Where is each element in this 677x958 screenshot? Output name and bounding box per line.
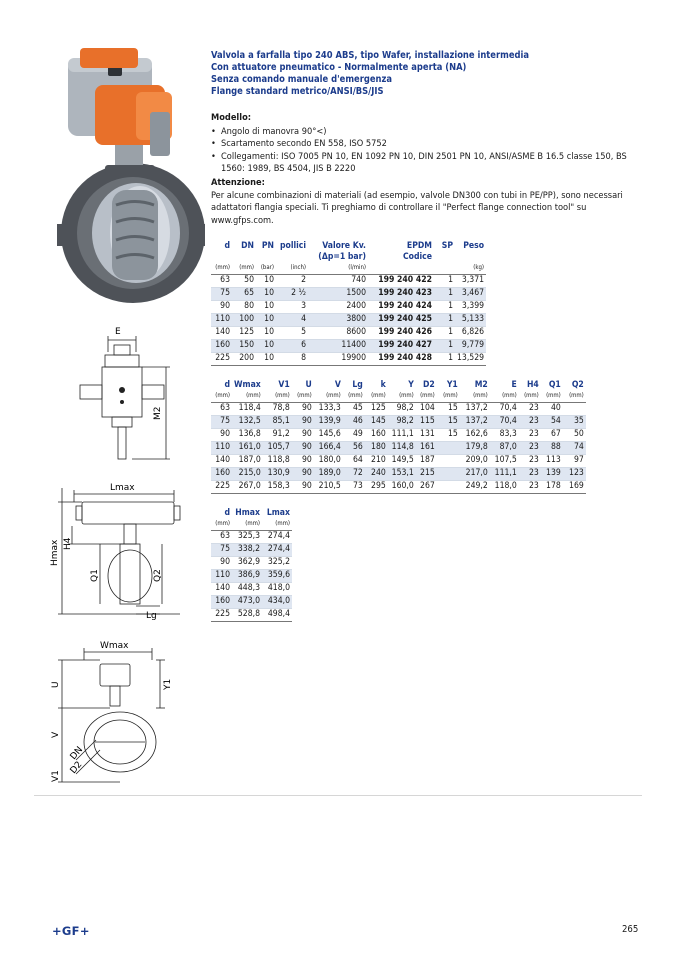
table-cell: 10 [256,352,276,365]
col-unit: (mm) [437,391,460,403]
table-cell: 3,399 [455,300,486,313]
col-header: Q1 [548,379,561,390]
col-header: V1 [278,379,290,390]
table-row [211,595,292,608]
col-header: k [380,379,386,390]
heading-line: Con attuatore pneumatico - Normalmente aperta (NA) [211,62,467,73]
model-bullet: • Scartamento secondo EN 558, ISO 5752 [211,138,641,150]
table-row [211,582,292,595]
table-cell: 4 [276,313,308,326]
table-cell: 23 [519,415,541,428]
table-cell: 140 [211,582,232,595]
table-row [211,313,486,326]
col-header: U [305,379,312,390]
table-cell: 78,8 [263,402,292,415]
col-unit: (mm) [365,391,388,403]
table-cell: 50 [563,428,586,441]
table-cell: 10 [256,274,276,287]
table-cell: 189,0 [314,467,343,480]
table-cell: 187 [416,454,437,467]
label-q2: Q2 [153,569,163,582]
table-cell: 90 [292,415,314,428]
product-photo [0,0,205,335]
table-cell: 113 [541,454,563,467]
table-cell: 3800 [308,313,368,326]
table-cell: 110 [211,313,232,326]
col-header: E [511,379,517,390]
footer-divider [34,795,642,796]
col-unit: (mm) [563,391,586,403]
table-cell: 160 [211,339,232,352]
label-v1: V1 [51,770,61,782]
table-cell: 111,1 [388,428,416,441]
label-h4: H4 [63,537,73,550]
table-cell: 1 [434,313,455,326]
table-cell: 15 [437,428,460,441]
label-m2: M2 [153,406,163,420]
table-cell: 359,6 [262,569,292,582]
table-cell: 111,1 [490,467,519,480]
table-cell: 75 [211,543,232,556]
table-cell: 9,779 [455,339,486,352]
col-unit: (mm) [460,391,490,403]
table-cell: 3 [276,300,308,313]
table-cell: 161 [416,441,437,454]
table-cell: 73 [343,480,365,493]
table-cell: 131 [416,428,437,441]
table-cell: 200 [232,352,256,365]
table-cell: 209,0 [460,454,490,467]
table-cell: 63 [211,530,232,543]
table-cell: 115 [416,415,437,428]
drawing-flange-view [0,640,205,790]
label-q1: Q1 [90,569,100,582]
table-cell: 1 [434,274,455,287]
table-cell: 75 [211,287,232,300]
table-cell: 118,8 [263,454,292,467]
label-e: E [115,327,121,337]
table-cell: 80 [232,300,256,313]
table-cell: 49 [343,428,365,441]
table-cell [563,402,586,415]
col-unit: (bar) [256,263,276,275]
table-cell: 180 [365,441,388,454]
col-unit: (mm) [263,391,292,403]
table-cell: 10 [256,339,276,352]
table-cell: 225 [211,480,232,493]
table-cell: 136,8 [232,428,263,441]
table-cell: 325,3 [232,530,262,543]
table-cell: 65 [232,287,256,300]
heading-line: Senza comando manuale d'emergenza [211,74,392,85]
table-cell: 199 240 422 [368,274,434,287]
model-bullets [211,126,641,175]
col-unit: (mm) [232,263,256,275]
table-cell: 1500 [308,287,368,300]
table-cell: 5,133 [455,313,486,326]
col-header: Lg [352,379,363,390]
table-cell: 199 240 424 [368,300,434,313]
model-title: Modello: [211,112,252,123]
table-cell: 199 240 428 [368,352,434,365]
col-header: Valore Kv. [322,240,366,251]
table-cell: 498,4 [262,608,292,621]
table-cell: 90 [292,467,314,480]
table-cell: 74 [563,441,586,454]
model-bullet: • Angolo di manovra 90°<) [211,126,641,138]
table-cell: 149,5 [388,454,416,467]
table-cell: 133,3 [314,402,343,415]
table-cell: 54 [541,415,563,428]
table-cell: 139,9 [314,415,343,428]
table-row [211,556,292,569]
table-cell: 10 [256,326,276,339]
col-unit: (mm) [343,391,365,403]
table-cell: 473,0 [232,595,262,608]
table-cell: 169 [563,480,586,493]
table-cell: 267,0 [232,480,263,493]
table-cell [437,480,460,493]
col-unit: (mm) [262,519,292,531]
col-unit: (mm) [541,391,563,403]
table-cell: 740 [308,274,368,287]
col-header: M2 [474,379,488,390]
table-cell: 160,0 [388,480,416,493]
col-header: Y1 [446,379,458,390]
col-header-sub: (Δp=1 bar) [318,251,366,262]
table-cell: 158,3 [263,480,292,493]
table-cell: 178 [541,480,563,493]
col-unit: (inch) [276,263,308,275]
table-cell: 70,4 [490,415,519,428]
table-cell: 199 240 427 [368,339,434,352]
col-header: DN [241,240,254,251]
label-lg: Lg [146,611,157,621]
table-cell: 162,6 [460,428,490,441]
table-cell: 166,4 [314,441,343,454]
label-u: U [51,681,61,688]
table-cell: 104 [416,402,437,415]
table-row [211,467,586,480]
table-actuator-dimensions [211,508,292,622]
drawings-column [0,0,205,958]
table-cell: 114,8 [388,441,416,454]
label-v: V [51,731,61,738]
table-cell: 10 [256,300,276,313]
table-cell: 63 [211,274,232,287]
table-cell: 100 [232,313,256,326]
col-header: d [224,379,230,390]
table-cell: 70,4 [490,402,519,415]
table-cell: 386,9 [232,569,262,582]
table-cell: 150 [232,339,256,352]
table-cell: 63 [211,402,232,415]
table-cell: 8 [276,352,308,365]
label-wmax: Wmax [100,641,129,651]
table-row [211,274,486,287]
col-unit: (mm) [232,519,262,531]
drawing-front-view [0,482,205,622]
table-cell: 110 [211,569,232,582]
table-cell: 90 [292,454,314,467]
col-unit: (kg) [455,263,486,275]
table-cell: 35 [563,415,586,428]
col-header-sub: Codice [403,251,432,262]
table-cell: 123 [563,467,586,480]
heading-line: Valvola a farfalla tipo 240 ABS, tipo Wafer, installazione intermedia [211,50,529,61]
table-cell: 1 [434,352,455,365]
table-cell: 6 [276,339,308,352]
table-cell: 83,3 [490,428,519,441]
table-cell: 90 [292,428,314,441]
table-cell: 90 [292,480,314,493]
table-cell: 15 [437,402,460,415]
col-header: d [224,240,230,251]
heading-line: Flange standard metrico/ANSI/BS/JIS [211,86,384,97]
col-header: D2 [422,379,435,390]
table-row [211,402,586,415]
table-cell: 225 [211,352,232,365]
table-cell: 110 [211,441,232,454]
col-header: Q2 [571,379,584,390]
table-row [211,352,486,365]
col-unit: (mm) [211,391,232,403]
col-header: d [224,507,230,518]
table-cell: 210,5 [314,480,343,493]
table-cell: 215,0 [232,467,263,480]
table-cell: 98,2 [388,402,416,415]
table-cell: 217,0 [460,467,490,480]
table-cell: 325,2 [262,556,292,569]
table-cell: 199 240 425 [368,313,434,326]
table-cell: 90 [292,441,314,454]
drawing-side-view [0,320,205,480]
col-unit: (mm) [232,391,263,403]
table-cell: 118,4 [232,402,263,415]
col-unit: (mm) [388,391,416,403]
col-unit: (mm) [211,519,232,531]
table-cell: 199 240 423 [368,287,434,300]
table-cell: 97 [563,454,586,467]
table-cell: 98,2 [388,415,416,428]
col-unit: (mm) [490,391,519,403]
table-cell: 199 240 426 [368,326,434,339]
col-header: V [334,379,341,390]
table-article-codes [211,241,486,366]
table-cell: 23 [519,467,541,480]
table-cell: 180,0 [314,454,343,467]
table-cell [437,441,460,454]
label-dn: DN [68,745,86,762]
table-cell: 56 [343,441,365,454]
table-dimensions [211,380,586,494]
table-cell: 90 [292,402,314,415]
table-row [211,441,586,454]
table-cell: 90 [211,300,232,313]
col-unit [368,263,434,275]
table-cell: 295 [365,480,388,493]
table-cell: 2400 [308,300,368,313]
col-header: Peso [463,240,485,251]
page-heading [211,50,641,98]
table-cell: 23 [519,428,541,441]
table-cell: 132,5 [232,415,263,428]
table-cell: 6,826 [455,326,486,339]
table-row [211,608,292,621]
table-cell: 23 [519,480,541,493]
table-cell: 90 [211,556,232,569]
table-cell: 88 [541,441,563,454]
table-cell: 161,0 [232,441,263,454]
table-cell: 137,2 [460,402,490,415]
col-header: pollici [279,240,306,251]
table-row [211,530,292,543]
table-cell: 215 [416,467,437,480]
col-unit: (mm) [211,263,232,275]
attention-text: Per alcune combinazioni di materiali (ad esempio, valvole DN300 con tubi in PE/PP), sono necessari adattatori flangia speciali. Ti preghiamo di controllare il "Perfect flange connection tool" su www.gfps.com. [211,190,623,226]
label-hmax: Hmax [50,539,60,566]
table-cell: 153,1 [388,467,416,480]
table-cell: 3,371 [455,274,486,287]
table-row [211,326,486,339]
table-cell: 1 [434,339,455,352]
table-cell: 105,7 [263,441,292,454]
table-cell: 160 [211,467,232,480]
col-unit: (l/min) [308,263,368,275]
table-cell: 75 [211,415,232,428]
col-header: Hmax [235,507,260,518]
label-y1: Y1 [163,678,173,690]
table-cell: 139 [541,467,563,480]
table-cell: 64 [343,454,365,467]
table-row [211,543,292,556]
table-cell: 40 [541,402,563,415]
main-content [211,50,641,622]
table-cell: 1 [434,326,455,339]
table-cell: 50 [232,274,256,287]
table-cell: 85,1 [263,415,292,428]
table-cell: 90 [211,428,232,441]
table-cell: 137,2 [460,415,490,428]
table-cell: 130,9 [263,467,292,480]
table-cell: 118,0 [490,480,519,493]
table-row [211,428,586,441]
table-cell: 1 [434,300,455,313]
col-header: Y [408,379,414,390]
table-cell: 87,0 [490,441,519,454]
table-cell: 434,0 [262,595,292,608]
table-cell: 125 [232,326,256,339]
table-cell: 187,0 [232,454,263,467]
col-header: PN [261,240,274,251]
table-row [211,454,586,467]
table-cell: 13,529 [455,352,486,365]
table-cell: 15 [437,415,460,428]
table-row [211,300,486,313]
table-cell: 1 [434,287,455,300]
table-cell: 2 [276,274,308,287]
table-cell: 140 [211,454,232,467]
table-cell: 179,8 [460,441,490,454]
table-cell: 210 [365,454,388,467]
table-cell: 67 [541,428,563,441]
table-cell: 145 [365,415,388,428]
table-cell: 362,9 [232,556,262,569]
table-cell: 240 [365,467,388,480]
table-cell: 448,3 [232,582,262,595]
col-header: Wmax [234,379,261,390]
table-cell [437,467,460,480]
attention-title: Attenzione: [211,177,265,189]
table-cell: 11400 [308,339,368,352]
table-row [211,287,486,300]
table-cell: 160 [211,595,232,608]
table-cell: 160 [365,428,388,441]
table-cell: 3,467 [455,287,486,300]
table-cell: 45 [343,402,365,415]
col-unit: (mm) [519,391,541,403]
table-cell: 267 [416,480,437,493]
table-cell: 5 [276,326,308,339]
table-cell: 23 [519,441,541,454]
table-cell: 225 [211,608,232,621]
table-row [211,339,486,352]
table-cell: 145,6 [314,428,343,441]
table-cell: 125 [365,402,388,415]
table-cell: 10 [256,313,276,326]
table-cell: 274,4 [262,543,292,556]
col-unit: (mm) [292,391,314,403]
table-cell: 249,2 [460,480,490,493]
label-d2: D2 [68,759,85,776]
col-header: SP [441,240,453,251]
table-cell: 2 ½ [276,287,308,300]
model-bullet: • Collegamenti: ISO 7005 PN 10, EN 1092 PN 10, DIN 2501 PN 10, ANSI/ASME B 16.5 classe 150, BS 1560: 1989, BS 4504, JIS B 2220 [211,151,641,175]
col-header: EPDM [406,240,432,251]
table-cell: 23 [519,454,541,467]
table-cell: 23 [519,402,541,415]
table-cell: 19900 [308,352,368,365]
col-header: H4 [526,379,539,390]
page-number: 265 [622,924,639,935]
label-lmax: Lmax [110,483,135,493]
table-row [211,415,586,428]
table-cell: 338,2 [232,543,262,556]
col-unit: (mm) [314,391,343,403]
table-cell: 107,5 [490,454,519,467]
table-cell: 418,0 [262,582,292,595]
col-unit: (mm) [416,391,437,403]
table-cell: 8600 [308,326,368,339]
table-cell: 274,4 [262,530,292,543]
table-cell: 91,2 [263,428,292,441]
table-cell [437,454,460,467]
col-header: Lmax [266,507,290,518]
table-cell: 528,8 [232,608,262,621]
col-unit [434,263,455,275]
table-cell: 10 [256,287,276,300]
table-cell: 46 [343,415,365,428]
table-cell: 72 [343,467,365,480]
gf-logo: +GF+ [52,924,90,938]
table-cell: 140 [211,326,232,339]
table-row [211,480,586,493]
table-row [211,569,292,582]
